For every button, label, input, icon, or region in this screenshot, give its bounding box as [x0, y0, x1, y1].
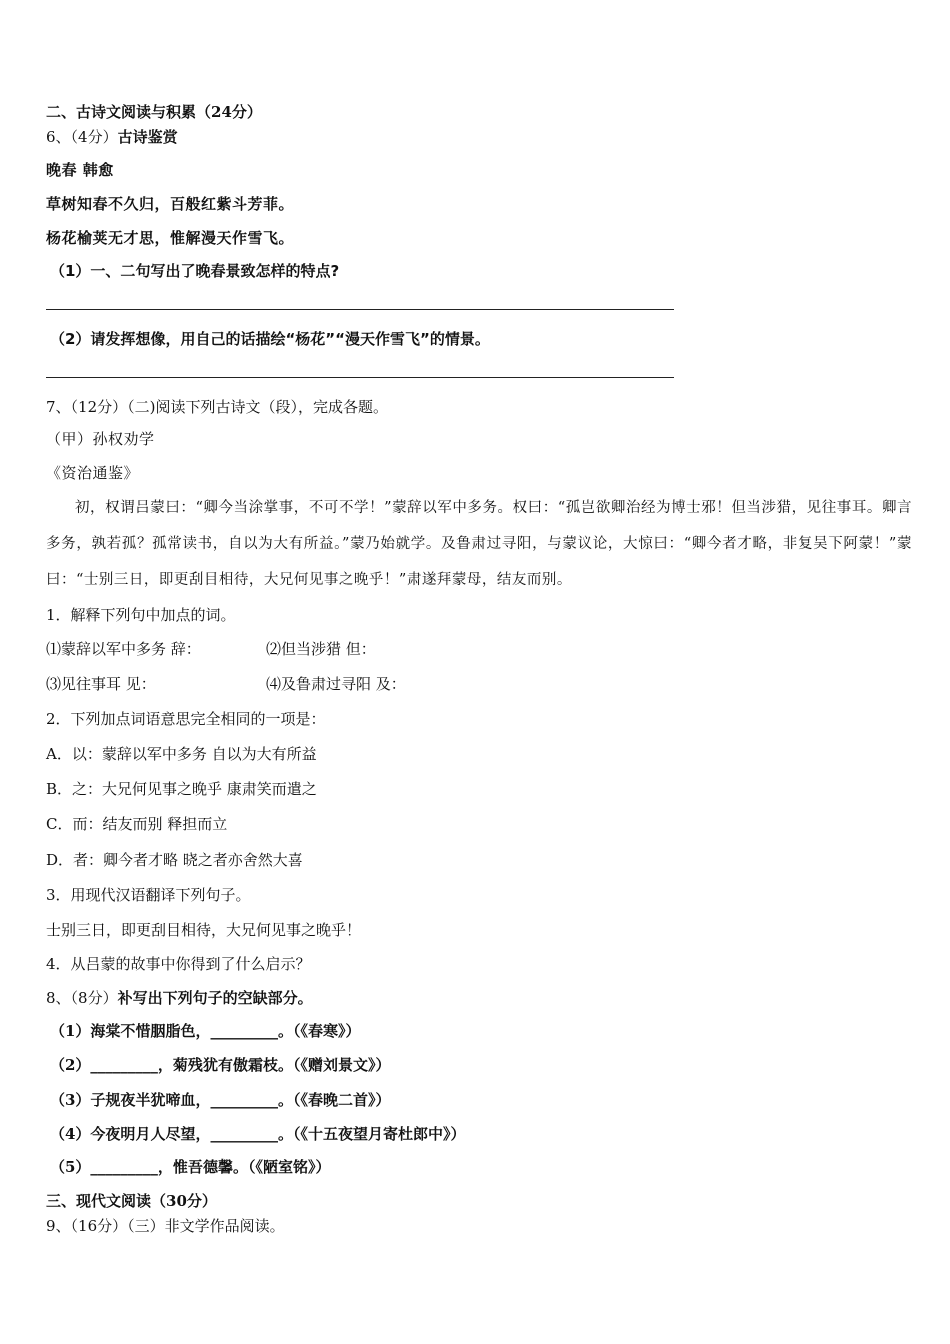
q7-item-1: 1．解释下列句中加点的词。: [46, 606, 236, 624]
q6-number: 6、（4分）: [46, 128, 118, 146]
q8-number: 8、（8分）: [46, 989, 118, 1007]
q8-line-1: （1）海棠不惜胭脂色，_________。（《春寒》）: [50, 1022, 361, 1040]
q6-sub-2: （2）请发挥想像，用自己的话描绘“杨花”“漫天作雪飞”的情景。: [50, 330, 490, 348]
q8-header: [46, 988, 313, 1008]
q6-sub-1: （1）一、二句写出了晚春景致怎样的特点?: [50, 262, 340, 280]
q8-line-4: （4）今夜明月人尽望，_________。（《十五夜望月寄杜郎中》）: [50, 1125, 466, 1143]
option-c: C．而：结友而别 释担而立: [46, 815, 228, 833]
option-a: A．以：蒙辞以军中多务 自以为大有所益: [46, 745, 317, 763]
poem-title: 晚春 韩愈: [46, 161, 114, 179]
q7-translate-sentence: 士别三日，即更刮目相待，大兄何见事之晚乎！: [46, 921, 362, 939]
q7-header: 7、（12分）（二)阅读下列古诗文（段），完成各题。: [46, 398, 388, 416]
q8-line-2: （2）_________，菊残犹有傲霜枝。（《赠刘景文》）: [50, 1056, 391, 1074]
q7-item-2: 2．下列加点词语意思完全相同的一项是：: [46, 710, 326, 728]
q7-jia-title: （甲）孙权劝学: [46, 430, 155, 448]
answer-line-1[interactable]: [46, 309, 674, 310]
q7-item-3: 3．用现代汉语翻译下列句子。: [46, 886, 251, 904]
q9-header: 9、（16分）（三）非文学作品阅读。: [46, 1217, 285, 1235]
q7-source: 《资治通鉴》: [46, 464, 140, 482]
q8-line-3: （3）子规夜半犹啼血，_________。（《春晚二首》）: [50, 1091, 391, 1109]
answer-line-2[interactable]: [46, 377, 674, 378]
poem-line-2: 杨花榆荚无才思，惟解漫天作雪飞。: [46, 229, 295, 247]
q6-title: 古诗鉴赏: [117, 128, 178, 146]
option-b: B．之：大兄何见事之晚乎 康肃笑而遣之: [46, 780, 317, 798]
q8-title: 补写出下列句子的空缺部分。: [117, 989, 313, 1007]
poem-line-1: 草树知春不久归，百般红紫斗芳菲。: [46, 195, 295, 213]
q7-passage: 初，权谓吕蒙曰：“卿今当涂掌事，不可不学！”蒙辞以军中多务。权曰：“孤岂欲卿治经为博士邪！但当涉猎，见往事耳。卿言多务，孰若孤？孤常读书，自以为大有所益。”蒙乃始就学。及鲁肃过寻阳，与蒙议论，大惊曰：“卿今者才略，非复吴下阿蒙！”蒙曰：“士别三日，即更刮目相待，大兄何见事之晚乎！”肃遂拜蒙母，结友而别。: [46, 500, 912, 588]
section-2-title: 二、古诗文阅读与积累（24分）: [46, 103, 262, 121]
section-3-title: 三、现代文阅读（30分）: [46, 1192, 217, 1210]
q6-header: [46, 127, 178, 147]
q7-item-4: 4．从吕蒙的故事中你得到了什么启示？: [46, 955, 311, 973]
q8-line-5: （5）_________，惟吾德馨。（《陋室铭》）: [50, 1158, 331, 1176]
q7-explain-4: ⑷及鲁肃过寻阳 及：: [266, 675, 406, 693]
q7-explain-2: ⑵但当涉猎 但：: [266, 640, 376, 658]
q7-explain-3: ⑶见往事耳 见：: [46, 675, 156, 693]
q7-explain-1: ⑴蒙辞以军中多务 辞：: [46, 640, 201, 658]
option-d: D．者：卿今者才略 晓之者亦舍然大喜: [46, 851, 303, 869]
